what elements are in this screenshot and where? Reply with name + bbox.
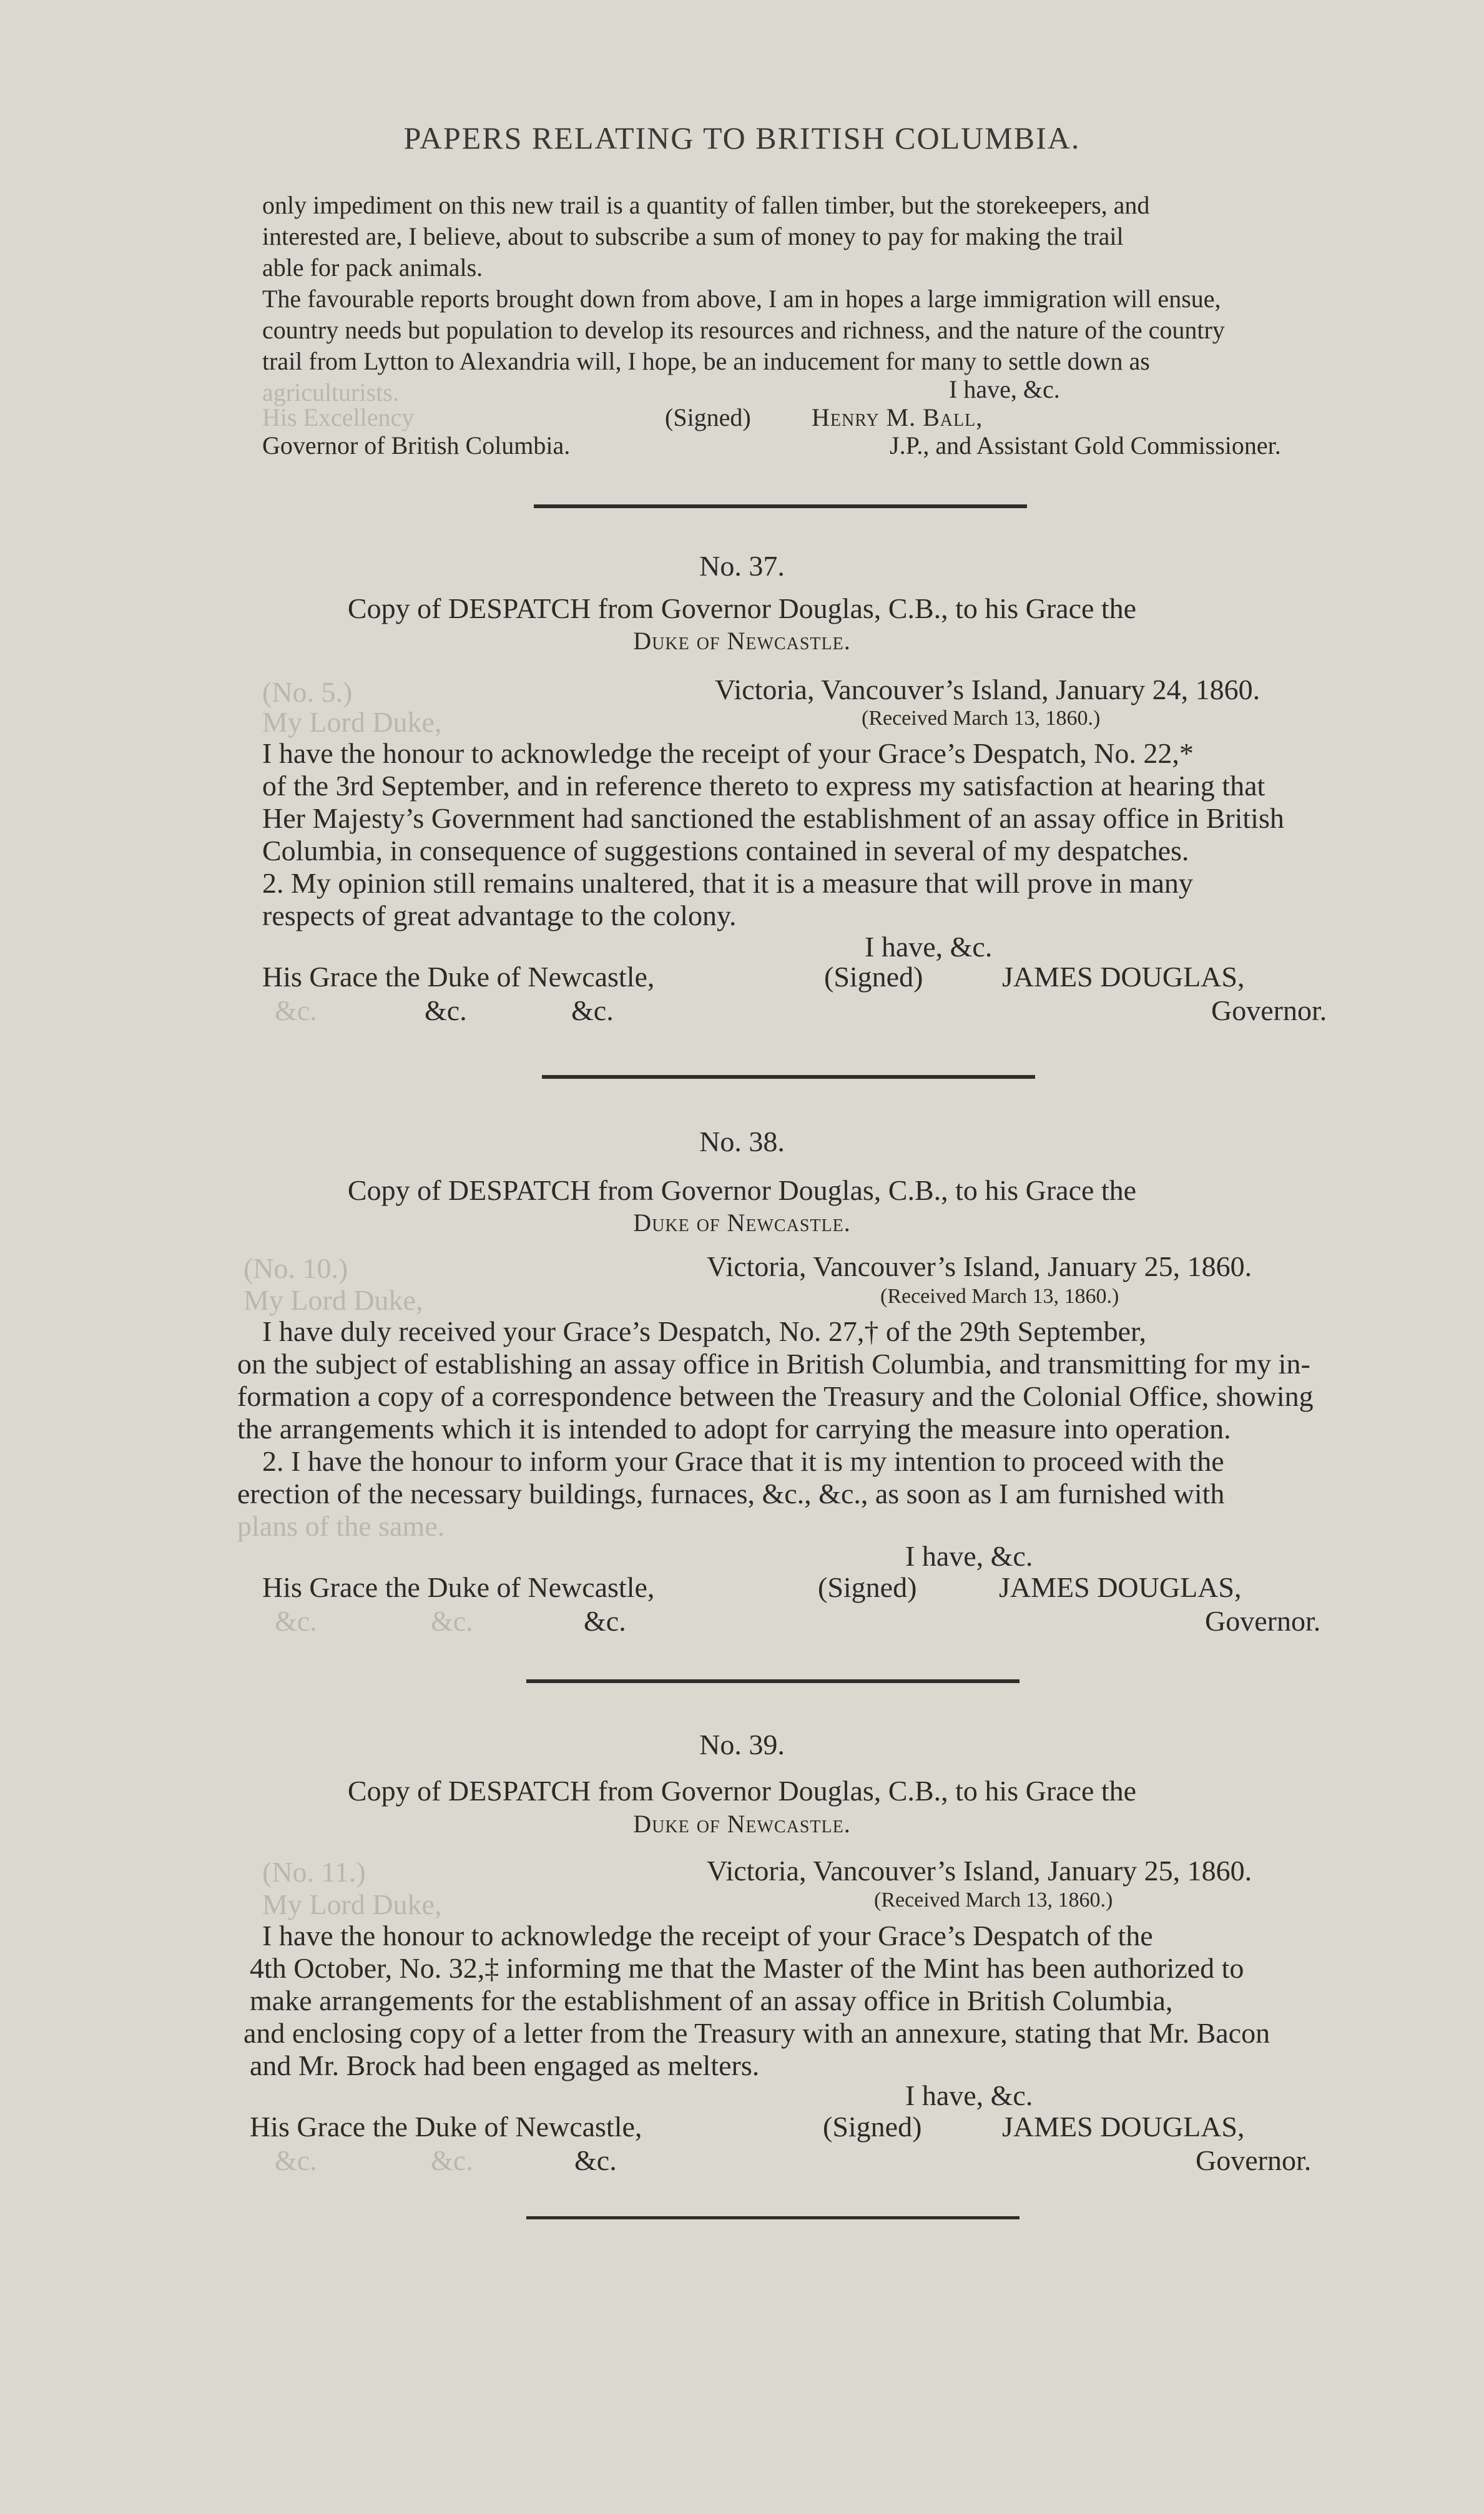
intro-line: The favourable reports brought down from above, I am in hopes a large immigration will ensue, (262, 285, 1221, 313)
despatch-body-line: and enclosing copy of a letter from the Treasury with an annexure, stating that Mr. Bacon (243, 2017, 1270, 2049)
despatch-addressee-etc: &c. (275, 1605, 317, 1637)
intro-signatory: Henry M. Ball, (812, 403, 983, 431)
despatch-body-line: formation a copy of a correspondence between the Treasury and the Colonial Office, showing (237, 1380, 1314, 1412)
page-header: PAPERS RELATING TO BRITISH COLUMBIA. (403, 120, 1081, 155)
despatch-addressee-etc: &c. (275, 2144, 317, 2176)
despatch-addressee-etc: &c. (431, 1605, 473, 1637)
despatch-title: Copy of DESPATCH from Governor Douglas, C.B., to his Grace the (347, 592, 1137, 624)
despatch-body-line: the arrangements which it is intended to adopt for carrying the measure into operation. (237, 1413, 1231, 1445)
despatch-signatory: JAMES DOUGLAS, (1002, 2111, 1245, 2143)
despatch-body-line: and Mr. Brock had been engaged as melters. (250, 2050, 760, 2081)
despatch-closing: I have, &c. (905, 1540, 1033, 1572)
despatch-signatory: JAMES DOUGLAS, (1002, 961, 1245, 993)
despatch-addressee-etc: &c. (425, 994, 467, 1026)
despatch-addressee-etc: &c. (574, 2144, 617, 2176)
despatch-addressee-etc: &c. (584, 1605, 626, 1637)
despatch-signed: (Signed) (824, 961, 923, 993)
intro-line: country needs but population to develop its resources and richness, and the nature of the country (262, 316, 1225, 344)
intro-line: trail from Lytton to Alexandria will, I hope, be an inducement for many to settle down as (262, 347, 1150, 375)
despatch-addressee: His Grace the Duke of Newcastle, (262, 1571, 655, 1603)
despatch-closing: I have, &c. (865, 931, 993, 963)
despatch-body-line: Columbia, in consequence of suggestions contained in several of my despatches. (262, 835, 1189, 867)
despatch-received: (Received March 13, 1860.) (862, 707, 1101, 730)
despatch-salutation: My Lord Duke, (262, 706, 442, 738)
despatch-body-line: I have the honour to acknowledge the receipt of your Grace’s Despatch, No. 22,* (262, 737, 1194, 769)
despatch-salutation: My Lord Duke, (262, 1888, 442, 1920)
intro-line: agriculturists. (262, 378, 399, 406)
despatch-body-line: plans of the same. (237, 1510, 445, 1542)
despatch-body-line: of the 3rd September, and in reference thereto to express my satisfaction at hearing that (262, 770, 1265, 802)
despatch-body-line: respects of great advantage to the colony. (262, 900, 737, 931)
intro-signed: (Signed) (665, 403, 751, 431)
despatch-received: (Received March 13, 1860.) (880, 1285, 1119, 1308)
despatch-place-date: Victoria, Vancouver’s Island, January 25, 1860. (707, 1855, 1252, 1887)
despatch-addressee-etc: &c. (431, 2144, 473, 2176)
despatch-number: No. 38. (699, 1126, 785, 1157)
despatch-role: Governor. (1205, 1605, 1321, 1637)
section-divider (526, 1679, 1020, 1683)
despatch-title-duke: Duke of Newcastle. (633, 627, 851, 655)
intro-line: interested are, I believe, about to subscribe a sum of money to pay for making the trail (262, 222, 1124, 250)
despatch-signatory: JAMES DOUGLAS, (999, 1571, 1242, 1603)
despatch-addressee-etc: &c. (571, 994, 614, 1026)
despatch-body-line: Her Majesty’s Government had sanctioned the establishment of an assay office in British (262, 802, 1284, 834)
despatch-addressee-etc: &c. (275, 994, 317, 1026)
despatch-closing: I have, &c. (905, 2079, 1033, 2111)
despatch-body-line: 2. My opinion still remains unaltered, that it is a measure that will prove in many (262, 867, 1193, 899)
despatch-number: No. 39. (699, 1729, 785, 1760)
section-divider (542, 1075, 1035, 1079)
despatch-title: Copy of DESPATCH from Governor Douglas, C.B., to his Grace the (347, 1174, 1137, 1206)
despatch-title-duke: Duke of Newcastle. (633, 1209, 851, 1237)
despatch-number: No. 37. (699, 550, 785, 582)
despatch-title-duke: Duke of Newcastle. (633, 1810, 851, 1838)
despatch-signed: (Signed) (823, 2111, 922, 2143)
despatch-ref: (No. 10.) (243, 1252, 348, 1284)
section-divider (534, 504, 1027, 508)
intro-line: only impediment on this new trail is a quantity of fallen timber, but the storekeepers, and (262, 191, 1150, 219)
despatch-body-line: 2. I have the honour to inform your Grace that it is my intention to proceed with the (262, 1445, 1224, 1477)
intro-closing: I have, &c. (949, 375, 1060, 403)
despatch-body-line: erection of the necessary buildings, furnaces, &c., &c., as soon as I am furnished with (237, 1478, 1225, 1510)
despatch-place-date: Victoria, Vancouver’s Island, January 25, 1860. (707, 1250, 1252, 1282)
intro-signatory-title: J.P., and Assistant Gold Commissioner. (890, 431, 1281, 459)
despatch-ref: (No. 11.) (262, 1856, 366, 1888)
despatch-role: Governor. (1196, 2144, 1312, 2176)
despatch-place-date: Victoria, Vancouver’s Island, January 24, 1860. (715, 674, 1260, 705)
despatch-received: (Received March 13, 1860.) (874, 1888, 1113, 1912)
despatch-salutation: My Lord Duke, (243, 1284, 423, 1316)
despatch-addressee: His Grace the Duke of Newcastle, (262, 961, 655, 993)
despatch-signed: (Signed) (818, 1571, 917, 1603)
intro-line: able for pack animals. (262, 253, 483, 282)
intro-addressee: Governor of British Columbia. (262, 431, 571, 459)
despatch-body-line: make arrangements for the establishment of an assay office in British Columbia, (250, 1985, 1173, 2016)
despatch-body-line: I have duly received your Grace’s Despatch, No. 27,† of the 29th September, (262, 1315, 1147, 1347)
despatch-addressee: His Grace the Duke of Newcastle, (250, 2111, 642, 2143)
section-divider (526, 2216, 1020, 2219)
despatch-body-line: I have the honour to acknowledge the receipt of your Grace’s Despatch of the (262, 1920, 1153, 1952)
despatch-body-line: on the subject of establishing an assay office in British Columbia, and transmitting for my in- (237, 1348, 1310, 1380)
despatch-body-line: 4th October, No. 32,‡ informing me that the Master of the Mint has been authorized to (250, 1952, 1244, 1984)
despatch-role: Governor. (1211, 994, 1327, 1026)
intro-addressee: His Excellency (262, 403, 415, 431)
despatch-title: Copy of DESPATCH from Governor Douglas, C.B., to his Grace the (347, 1775, 1137, 1807)
despatch-ref: (No. 5.) (262, 676, 353, 708)
